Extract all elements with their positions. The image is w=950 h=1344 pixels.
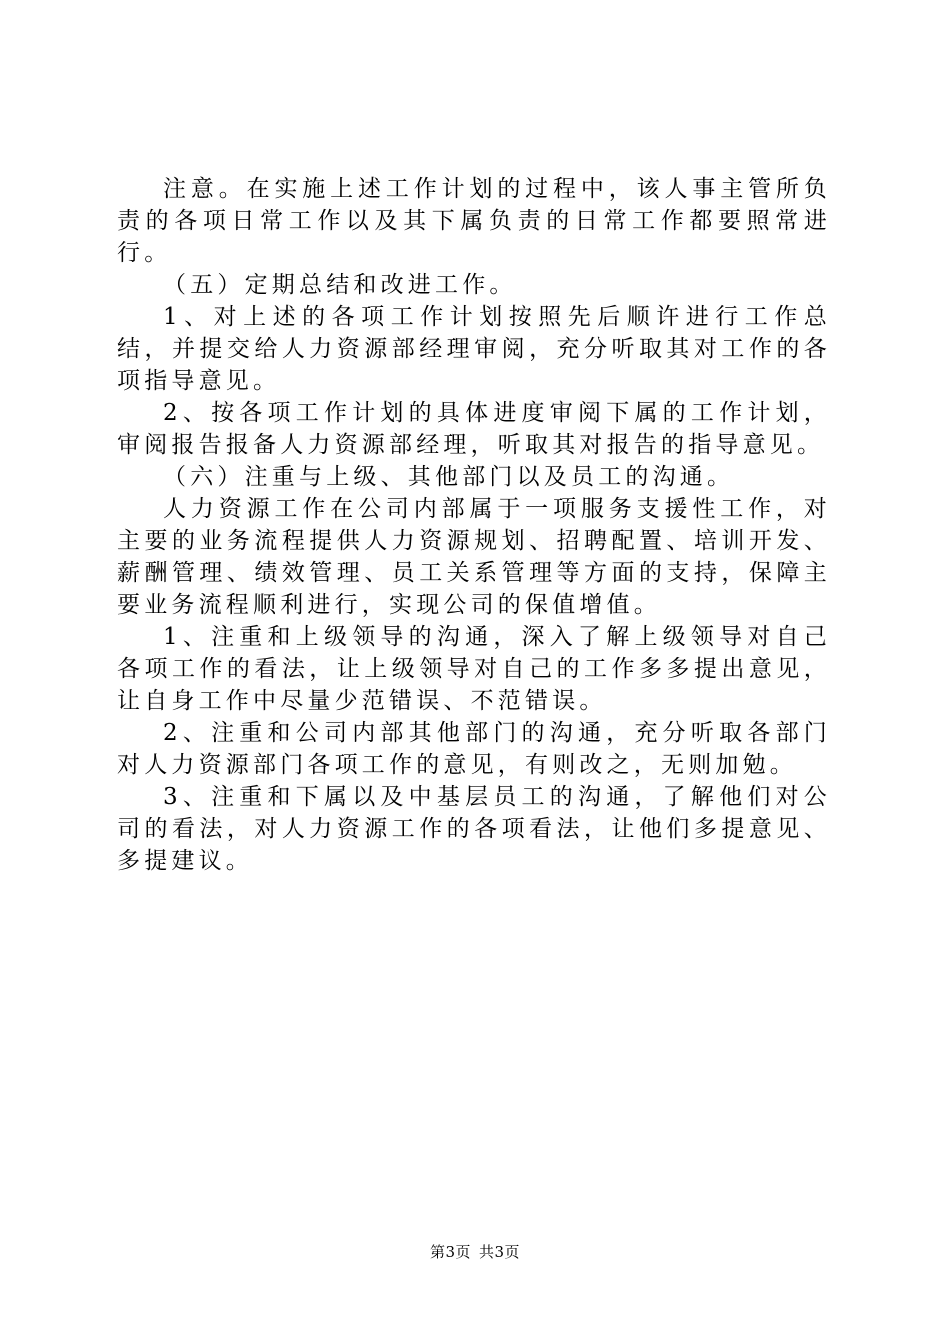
section-heading-five: （五）定期总结和改进工作。 [163, 272, 517, 298]
paragraph-communication-1: 1、注重和上级领导的沟通，深入了解上级领导对自己各项工作的看法，让上级领导对自己的工作多多提出意见，让自身工作中尽量少范错误、不范错误。 [117, 624, 831, 714]
document-body [117, 173, 831, 877]
paragraph-summary-1: 1、对上述的各项工作计划按照先后顺许进行工作总结，并提交给人力资源部经理审阅，充分听取其对工作的各项指导意见。 [117, 304, 831, 394]
page-footer [0, 1242, 950, 1262]
paragraph-communication-3: 3、注重和下属以及中基层员工的沟通，了解他们对公司的看法，对人力资源工作的各项看法，让他们多提意见、多提建议。 [117, 784, 831, 874]
paragraph-summary-2: 2、按各项工作计划的具体进度审阅下属的工作计划，审阅报告报备人力资源部经理，听取其对报告的指导意见。 [117, 400, 831, 458]
page-total: 共3页 [479, 1243, 521, 1261]
paragraph-routine-work: 注意。在实施上述工作计划的过程中，该人事主管所负责的各项日常工作以及其下属负责的日常工作都要照常进行。 [117, 176, 831, 266]
page-number: 第3页 [429, 1243, 471, 1261]
paragraph-hr-role: 人力资源工作在公司内部属于一项服务支援性工作，对主要的业务流程提供人力资源规划、招聘配置、培训开发、薪酬管理、绩效管理、员工关系管理等方面的支持，保障主要业务流程顺利进行，实现公司的保值增值。 [117, 496, 831, 618]
section-heading-six: （六）注重与上级、其他部门以及员工的沟通。 [163, 464, 735, 490]
paragraph-communication-2: 2、注重和公司内部其他部门的沟通，充分听取各部门对人力资源部门各项工作的意见，有则改之，无则加勉。 [117, 720, 831, 778]
